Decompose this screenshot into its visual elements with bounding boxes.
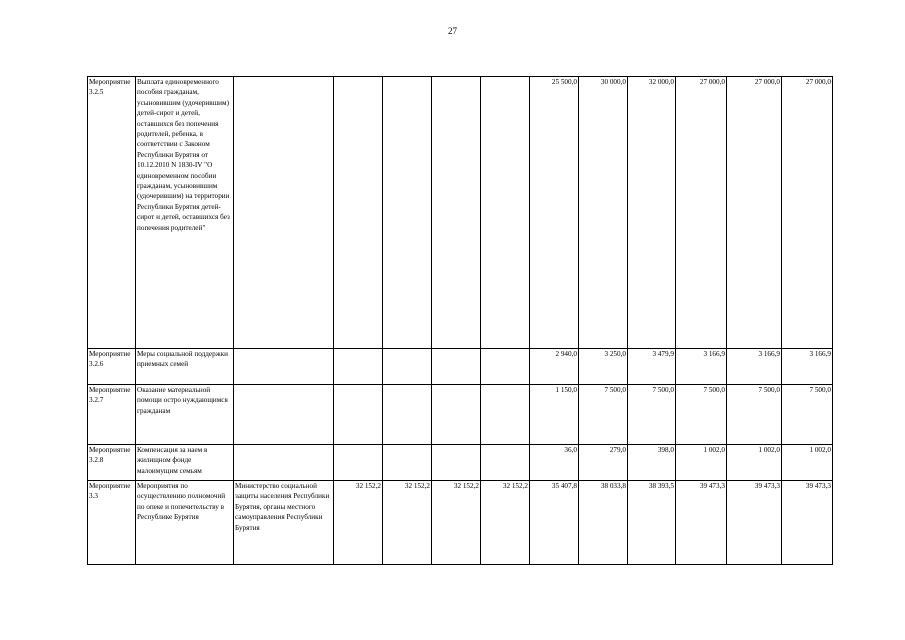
amount-cell — [432, 77, 481, 349]
executor-cell — [234, 349, 334, 385]
amount-cell: 32 152,2 — [432, 481, 481, 565]
amount-cell: 25 500,0 — [530, 77, 579, 349]
measure-name-cell: Компенсация за наем в жилищном фонде малоимущим семьям — [136, 445, 234, 481]
amount-cell: 7 500,0 — [579, 385, 628, 445]
page-number: 27 — [448, 26, 457, 36]
amount-cell: 39 473,3 — [727, 481, 782, 565]
amount-cell: 7 500,0 — [676, 385, 727, 445]
amount-cell: 3 166,9 — [676, 349, 727, 385]
amount-cell: 27 000,0 — [727, 77, 782, 349]
amount-cell: 1 002,0 — [782, 445, 833, 481]
measure-code-cell: Мероприятие 3.2.8 — [88, 445, 136, 481]
amount-cell — [481, 349, 530, 385]
amount-cell: 3 250,0 — [579, 349, 628, 385]
table-row — [88, 385, 833, 445]
amount-cell: 27 000,0 — [676, 77, 727, 349]
amount-cell: 36,0 — [530, 445, 579, 481]
amount-cell: 32 152,2 — [481, 481, 530, 565]
amount-cell — [481, 385, 530, 445]
amount-cell — [383, 349, 432, 385]
amount-cell: 398,0 — [628, 445, 676, 481]
amount-cell: 3 166,9 — [727, 349, 782, 385]
amount-cell: 7 500,0 — [782, 385, 833, 445]
measure-name-cell: Выплата единовременного пособия гражданам, усыновившим (удочерившим) детей-сирот и детей, оставшихся без попечения родителей, ребенка, в соответствии с Законом Республики Бурятия от 10.12.2010 N 1830-IV "О единовременном пособии гражданам, усыновившим (удочерившим) на территории Республики Бурятия детей-сирот и детей, оставшихся без попечения родителей" — [136, 77, 234, 349]
amount-cell — [383, 77, 432, 349]
amount-cell: 7 500,0 — [727, 385, 782, 445]
amount-cell — [334, 445, 383, 481]
amount-cell: 39 473,3 — [782, 481, 833, 565]
amount-cell — [383, 445, 432, 481]
amount-cell: 27 000,0 — [782, 77, 833, 349]
amount-cell: 3 479,9 — [628, 349, 676, 385]
executor-cell — [234, 445, 334, 481]
executor-cell — [234, 77, 334, 349]
amount-cell: 2 940,0 — [530, 349, 579, 385]
amount-cell — [334, 385, 383, 445]
table-row — [88, 445, 833, 481]
budget-table — [87, 76, 833, 565]
amount-cell: 279,0 — [579, 445, 628, 481]
amount-cell: 1 002,0 — [676, 445, 727, 481]
amount-cell — [481, 445, 530, 481]
amount-cell: 38 033,8 — [579, 481, 628, 565]
table-row — [88, 481, 833, 565]
measure-code-cell: Мероприятие 3.2.5 — [88, 77, 136, 349]
measure-name-cell: Мероприятия по осуществлению полномочий по опеке и попечительству в Республике Бурятия — [136, 481, 234, 565]
amount-cell: 7 500,0 — [628, 385, 676, 445]
amount-cell — [334, 77, 383, 349]
measure-name-cell: Оказание материальной помощи остро нуждающимся гражданам — [136, 385, 234, 445]
measure-code-cell: Мероприятие 3.3 — [88, 481, 136, 565]
executor-cell — [234, 385, 334, 445]
amount-cell: 38 393,5 — [628, 481, 676, 565]
executor-cell: Министерство социальной защиты населения Республики Бурятия, органы местного самоуправления Республики Бурятия — [234, 481, 334, 565]
amount-cell — [432, 385, 481, 445]
amount-cell — [432, 349, 481, 385]
amount-cell: 30 000,0 — [579, 77, 628, 349]
amount-cell — [481, 77, 530, 349]
amount-cell: 35 407,8 — [530, 481, 579, 565]
amount-cell: 3 166,9 — [782, 349, 833, 385]
amount-cell: 39 473,3 — [676, 481, 727, 565]
measure-name-cell: Меры социальной поддержки приемных семей — [136, 349, 234, 385]
measure-code-cell: Мероприятие 3.2.7 — [88, 385, 136, 445]
amount-cell: 32 152,2 — [334, 481, 383, 565]
amount-cell — [383, 385, 432, 445]
amount-cell: 32 000,0 — [628, 77, 676, 349]
table-row — [88, 77, 833, 349]
amount-cell: 32 152,2 — [383, 481, 432, 565]
amount-cell — [334, 349, 383, 385]
measure-code-cell: Мероприятие 3.2.6 — [88, 349, 136, 385]
amount-cell: 1 150,0 — [530, 385, 579, 445]
table-row — [88, 349, 833, 385]
amount-cell: 1 002,0 — [727, 445, 782, 481]
amount-cell — [432, 445, 481, 481]
